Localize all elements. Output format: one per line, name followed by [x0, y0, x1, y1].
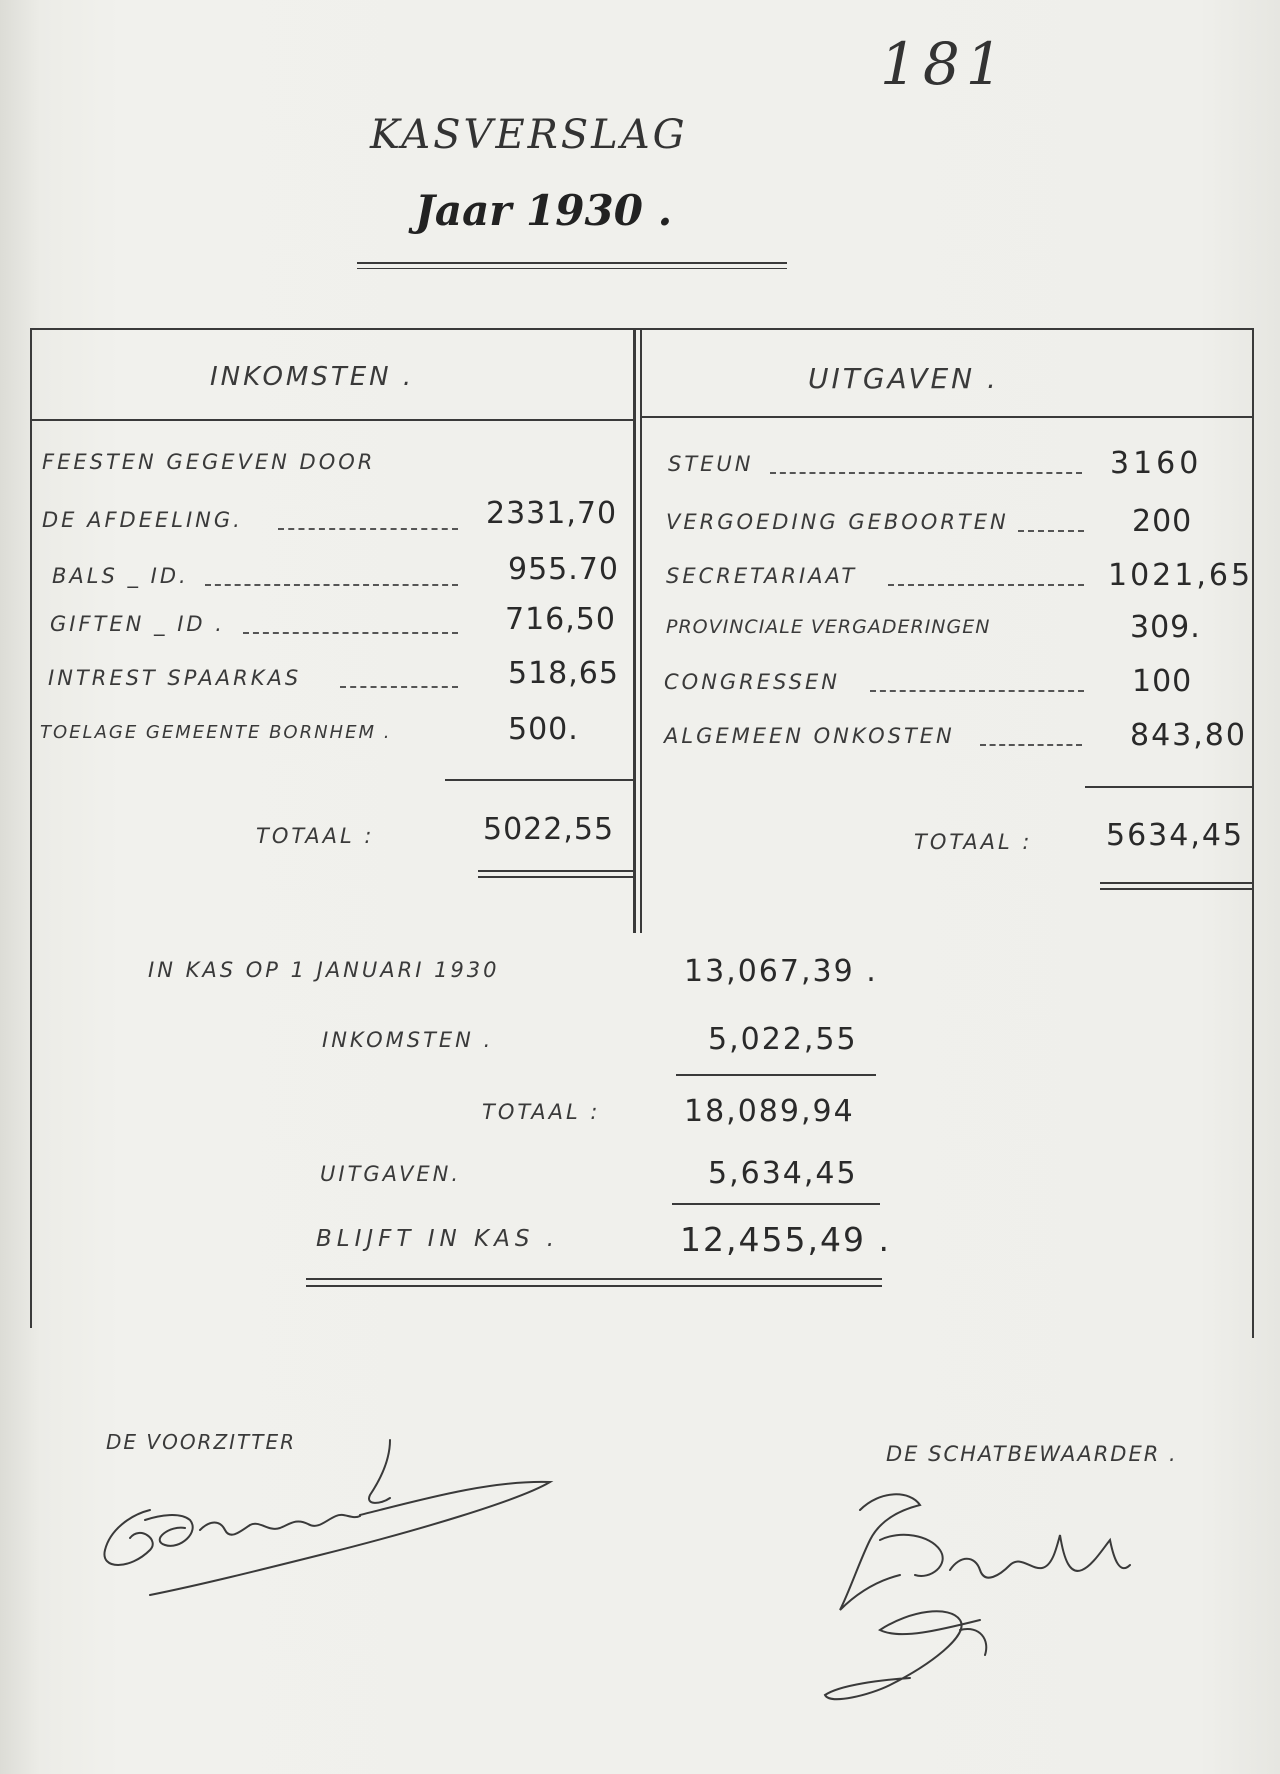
in-kas-label: IN KAS OP 1 JANUARI 1930	[148, 958, 500, 982]
uitgaven-item-label: STEUN	[668, 452, 754, 476]
uitgaven-item-value: 309.	[1130, 610, 1201, 645]
final-double-line	[306, 1278, 882, 1280]
leader-dots	[205, 584, 458, 586]
leader-dots	[888, 584, 1084, 586]
title-underline	[357, 262, 787, 264]
uitgaven-item-value: 200	[1132, 504, 1193, 539]
document-subtitle: Jaar 1930 .	[415, 186, 673, 235]
uitgaven-item-label: CONGRESSEN	[664, 670, 840, 694]
uitgaven-item-value: 3160	[1110, 446, 1203, 481]
inkomsten-item-label: BALS _ ID.	[52, 564, 189, 588]
uitgaven-total-label: TOTAAL :	[914, 830, 1033, 854]
schatbewaarder-signature	[820, 1480, 1180, 1740]
inkomsten-item-label: FEESTEN GEGEVEN DOOR	[42, 450, 376, 474]
header-bottom-border-right	[642, 416, 1252, 418]
summary-totaal-label: TOTAAL :	[482, 1100, 601, 1124]
inkomsten-item-value: 716,50	[505, 602, 616, 637]
uitgaven-item-label: ALGEMEEN ONKOSTEN	[664, 724, 955, 748]
voorzitter-label: DE VOORZITTER	[106, 1430, 297, 1454]
leader-dots	[340, 686, 458, 688]
leader-dots	[243, 632, 458, 634]
inkomsten-total-double-line-2	[478, 876, 633, 878]
summary-inkomsten-label: INKOMSTEN .	[322, 1028, 494, 1052]
uitgaven-header: UITGAVEN .	[808, 362, 999, 395]
table-left-border	[30, 328, 32, 1328]
inkomsten-header: INKOMSTEN .	[210, 362, 415, 392]
uitgaven-total-double-line-2	[1100, 888, 1252, 890]
inkomsten-sum-line	[445, 779, 633, 781]
inkomsten-item-label: DE AFDEELING.	[42, 508, 243, 532]
summary-uitgaven-value: 5,634,45	[708, 1156, 858, 1191]
title-underline-2	[357, 268, 787, 269]
uitgaven-item-value: 1021,65	[1108, 558, 1254, 593]
summary-diff-line	[672, 1203, 880, 1205]
uitgaven-item-value: 100	[1132, 664, 1193, 699]
inkomsten-item-value: 500.	[508, 712, 579, 747]
table-right-border	[1252, 328, 1254, 1338]
summary-uitgaven-label: UITGAVEN.	[320, 1162, 462, 1186]
document-title: KASVERSLAG	[370, 112, 688, 158]
leader-dots	[870, 690, 1084, 692]
inkomsten-item-value: 2331,70	[486, 496, 618, 531]
leader-dots	[770, 472, 1082, 474]
header-bottom-border	[30, 419, 633, 421]
uitgaven-item-label: PROVINCIALE VERGADERINGEN	[666, 616, 991, 638]
table-center-divider	[633, 328, 636, 933]
leader-dots	[980, 744, 1082, 746]
uitgaven-total-double-line	[1100, 882, 1252, 884]
leader-dots	[1018, 530, 1084, 532]
inkomsten-item-value: 955.70	[508, 552, 619, 587]
leader-dots	[278, 528, 458, 530]
inkomsten-item-value: 518,65	[508, 656, 619, 691]
inkomsten-total-double-line	[478, 870, 633, 872]
in-kas-value: 13,067,39 .	[684, 954, 878, 989]
inkomsten-total-value: 5022,55	[483, 812, 615, 847]
page-number: 181	[880, 30, 1009, 98]
uitgaven-total-value: 5634,45	[1106, 818, 1245, 853]
inkomsten-item-label: INTREST SPAARKAS	[48, 666, 302, 690]
schatbewaarder-label: DE SCHATBEWAARDER .	[886, 1442, 1178, 1466]
table-center-divider-2	[640, 328, 642, 933]
blijft-in-kas-value: 12,455,49 .	[680, 1220, 891, 1259]
inkomsten-total-label: TOTAAL :	[256, 824, 375, 848]
uitgaven-item-label: SECRETARIAAT	[666, 564, 858, 588]
inkomsten-item-label: TOELAGE GEMEENTE BORNHEM .	[40, 722, 392, 743]
final-double-line-2	[306, 1285, 882, 1287]
summary-inkomsten-value: 5,022,55	[708, 1022, 858, 1057]
voorzitter-signature	[90, 1420, 570, 1620]
inkomsten-item-label: GIFTEN _ ID .	[50, 612, 225, 636]
uitgaven-sum-line	[1085, 786, 1252, 788]
uitgaven-item-label: VERGOEDING GEBOORTEN	[666, 510, 1009, 534]
summary-totaal-value: 18,089,94	[684, 1094, 855, 1129]
summary-sum-line	[676, 1074, 876, 1076]
blijft-in-kas-label: BLIJFT IN KAS .	[316, 1226, 560, 1252]
table-top-border	[30, 328, 1254, 330]
uitgaven-item-value: 843,80	[1130, 718, 1247, 753]
